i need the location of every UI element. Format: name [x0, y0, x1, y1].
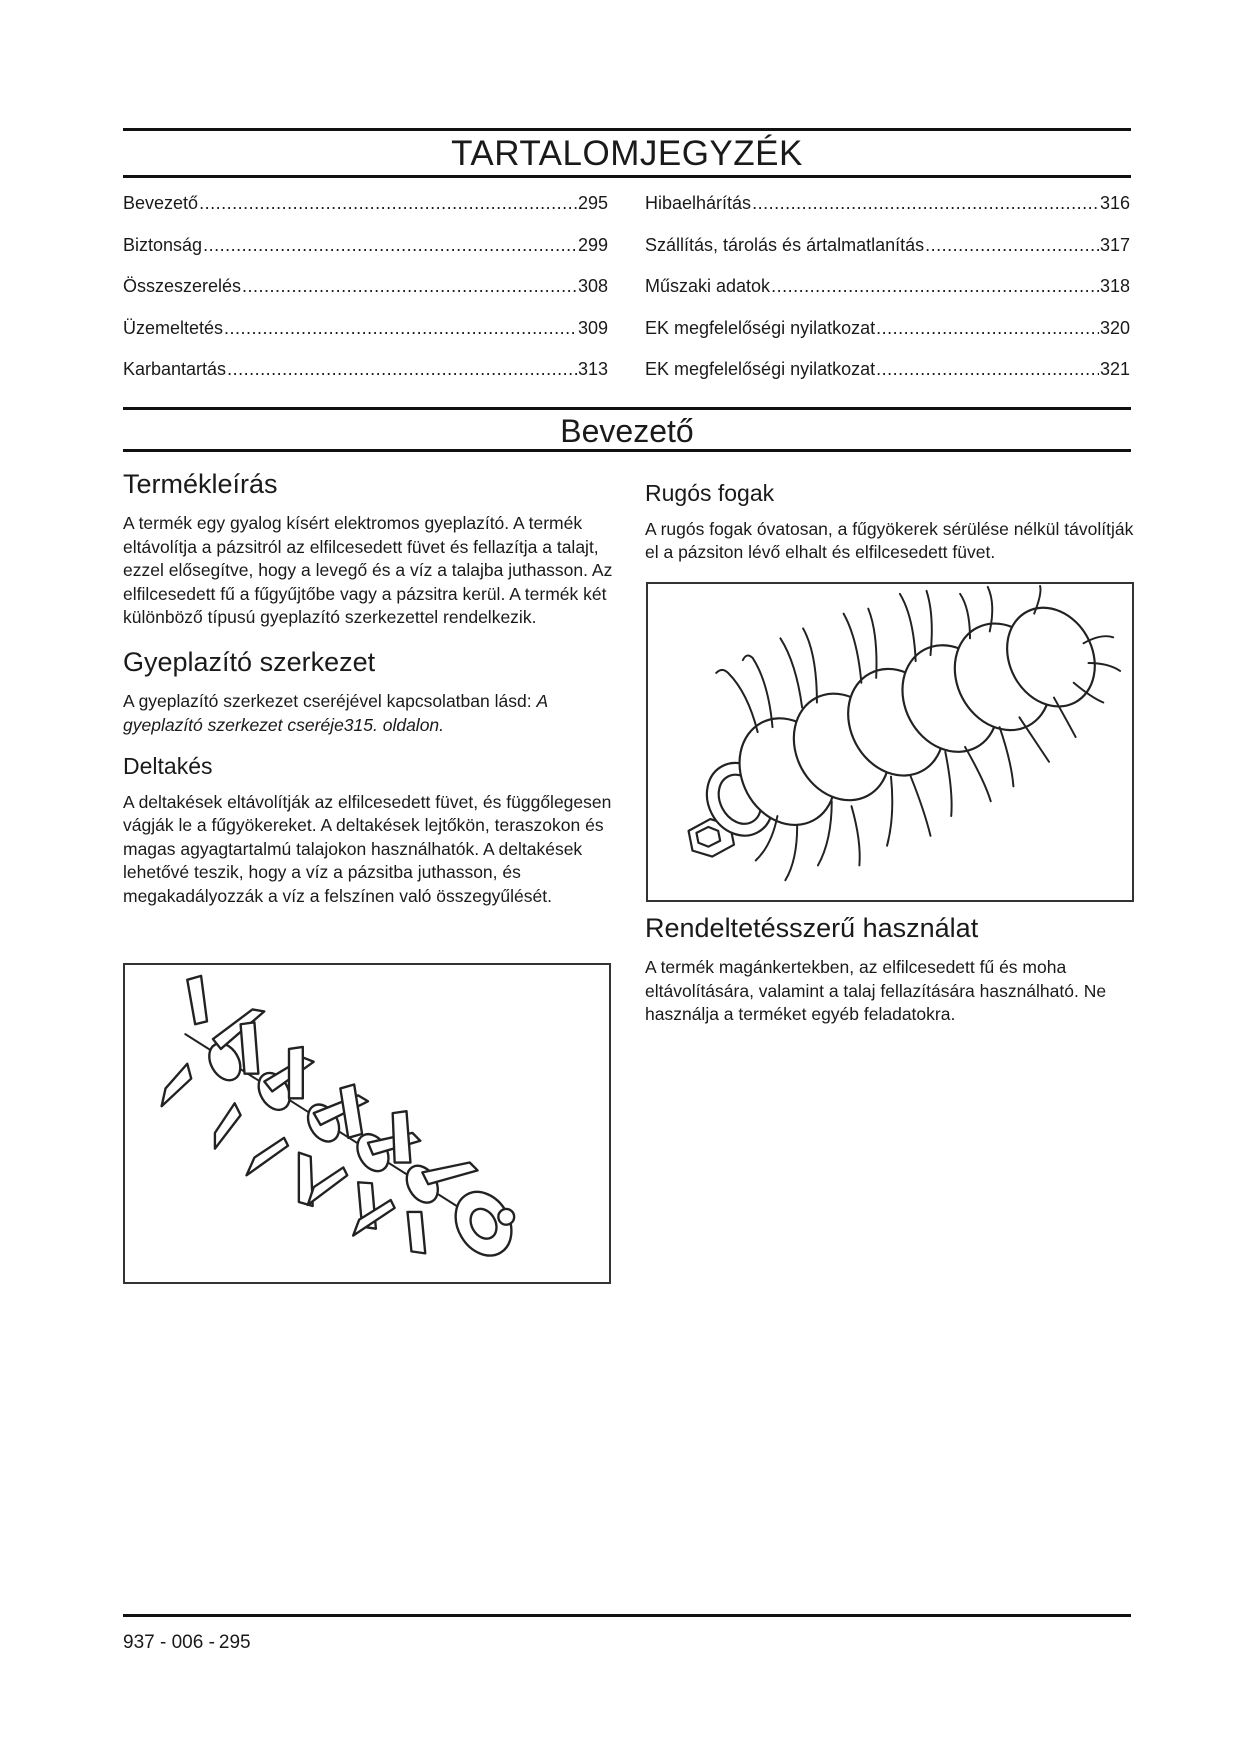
- delta-blades-icon: [162, 976, 478, 1253]
- toc-entry[interactable]: Műszaki adatok ..... 318: [645, 276, 1130, 318]
- scarifier-text: A gyeplazító szerkezet cseréjével kapcsolatban lásd: A gyeplazító szerkezet cseréje315. oldalon.: [123, 691, 548, 735]
- intended-use-text: A termék magánkertekben, az elfilcesedett fű és moha eltávolítására, valamint a talaj fellazítására használható. Ne használja a terméket egyéb feladatokra.: [645, 957, 1107, 1025]
- delta-blade-roller-illustration: [123, 963, 611, 1284]
- toc-entry[interactable]: EK megfelelőségi nyilatkozat ..... 321: [645, 359, 1130, 401]
- spring-tines-text: A rugós fogak óvatosan, a fűgyökerek sérülése nélkül távolítják el a pázsiton lévő elhalt és elfilcesedett füvet.: [645, 518, 1134, 563]
- footer-rule: [123, 1614, 1131, 1617]
- right-column-bottom: [645, 912, 1135, 1027]
- doc-code: 937 - 006 -: [123, 1632, 215, 1653]
- toc-entry[interactable]: Bevezető ..... 295: [123, 193, 608, 235]
- right-column-top: [645, 480, 1135, 565]
- toc-entry[interactable]: EK megfelelőségi nyilatkozat ..... 320: [645, 318, 1130, 360]
- toc-title: TARTALOMJEGYZÉK: [451, 134, 803, 173]
- toc-entry[interactable]: Szállítás, tárolás és ártalmatlanítás ..... 317: [645, 235, 1130, 277]
- product-description-heading: Termékleírás: [123, 469, 278, 499]
- page-number: 295: [218, 1632, 251, 1653]
- spring-tine-roller-illustration: [646, 582, 1134, 902]
- toc-entry[interactable]: Karbantartás ..... 313: [123, 359, 608, 401]
- spring-tines-heading: Rugós fogak: [645, 480, 775, 506]
- toc-left-column: [123, 193, 608, 401]
- intro-bottom-rule: [123, 449, 1131, 452]
- toc-right-column: [645, 193, 1130, 401]
- intended-use-heading: Rendeltetésszerű használat: [645, 913, 979, 943]
- product-description-text: A termék egy gyalog kísért elektromos gyeplazító. A termék eltávolítja a pázsitról az elfilcesedett füvet és fellazítja a talajt, ezzel elősegítve, hogy a levegő és a víz a talajba juthasson. Az elfilcesedett fű a fűgyűjtőbe vagy a pázsitra kerül. A termék két különböző típusú gyeplazító szerkezettel rendelkezik.: [123, 513, 613, 628]
- delta-blades-text: A deltakések eltávolítják az elfilcesedett füvet, és függőlegesen vágják le a fűgyökereket. A deltakések lejtőkön, teraszokon és magas agyagtartalmú talajokon használhatók. A deltakések lehetővé teszik, hogy a víz a pázsitba juthasson, és megakadályozzák a víz a felszínen való összegyűlését.: [123, 791, 612, 906]
- toc-bottom-rule: [123, 175, 1131, 178]
- scarifier-replacement-link[interactable]: A gyeplazító szerkezet cseréje315. oldalon.: [123, 691, 548, 735]
- toc-entry[interactable]: Hibaelhárítás ..... 316: [645, 193, 1130, 235]
- intro-top-rule: [123, 407, 1131, 410]
- delta-blades-heading: Deltakés: [123, 753, 213, 780]
- toc-entry[interactable]: Összeszerelés ..... 308: [123, 276, 608, 318]
- page-footer: [123, 1632, 251, 1654]
- section-title: Bevezető: [560, 413, 694, 449]
- drum-body-icon: [721, 592, 1111, 842]
- scarifier-heading: Gyeplazító szerkezet: [123, 646, 376, 677]
- toc-entry[interactable]: Biztonság ..... 299: [123, 235, 608, 277]
- toc-top-rule: [123, 128, 1131, 131]
- toc-entry[interactable]: Üzemeltetés ..... 309: [123, 318, 608, 360]
- left-column: [123, 468, 613, 908]
